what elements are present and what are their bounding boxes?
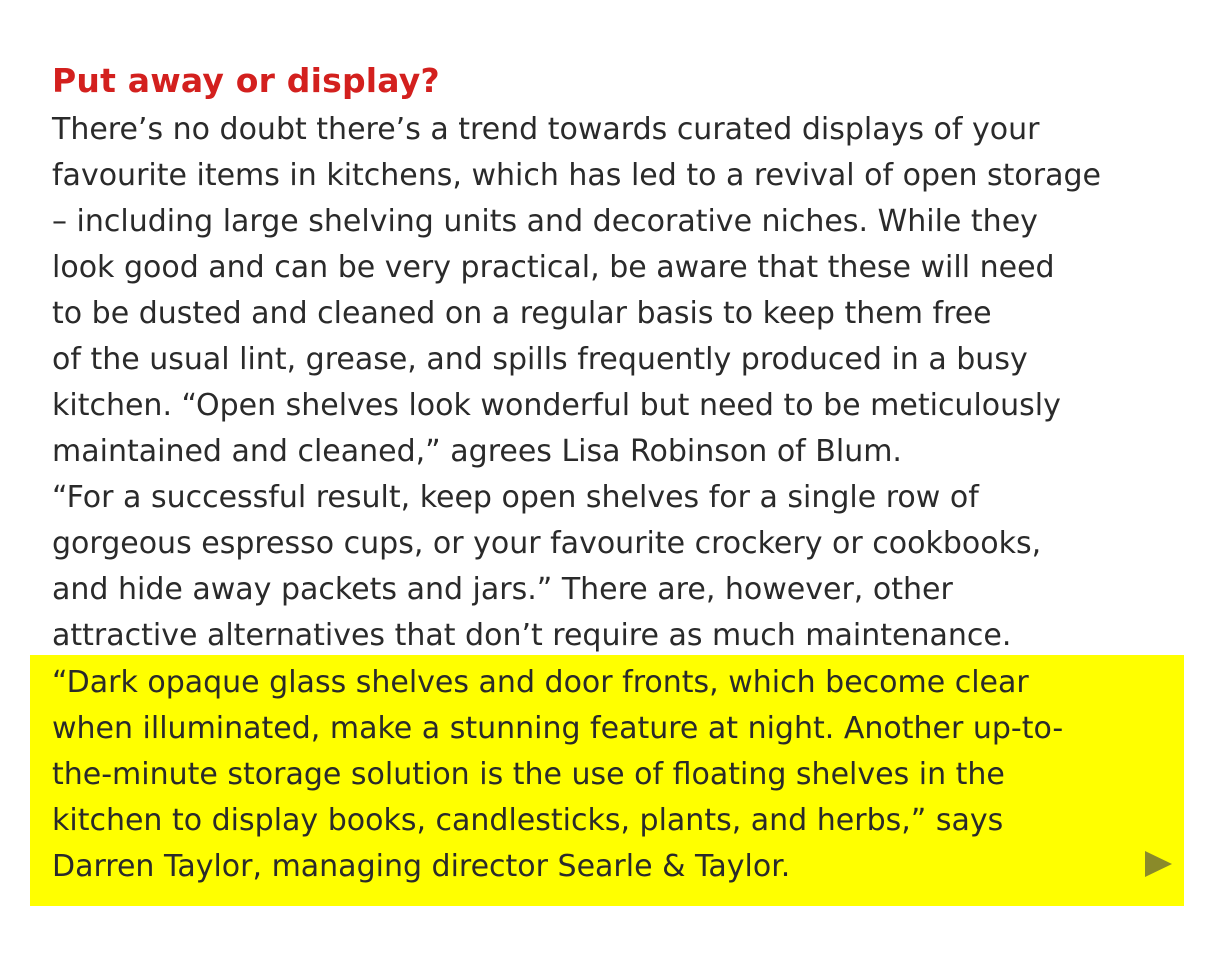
- continue-arrow-icon: [1145, 851, 1172, 877]
- body-line: and hide away packets and jars.” There are, however, other: [52, 572, 953, 607]
- highlighted-line: “Dark opaque glass shelves and door fronts, which become clear: [52, 665, 1029, 700]
- highlighted-line: kitchen to display books, candlesticks, plants, and herbs,” says: [52, 803, 1004, 838]
- article-heading: Put away or display?: [52, 61, 440, 100]
- highlighted-line: the-minute storage solution is the use of floating shelves in the: [52, 757, 1005, 792]
- body-line: attractive alternatives that don’t require as much maintenance.: [52, 618, 1012, 653]
- body-line: – including large shelving units and decorative niches. While they: [52, 204, 1038, 239]
- highlighted-line: Darren Taylor, managing director Searle & Taylor.: [52, 849, 791, 884]
- highlighted-line: when illuminated, make a stunning feature at night. Another up-to-: [52, 711, 1064, 746]
- body-line: kitchen. “Open shelves look wonderful but need to be meticulously: [52, 388, 1061, 423]
- body-line: “For a successful result, keep open shelves for a single row of: [52, 480, 979, 515]
- body-line: There’s no doubt there’s a trend towards curated displays of your: [52, 112, 1040, 147]
- body-line: to be dusted and cleaned on a regular basis to keep them free: [52, 296, 992, 331]
- body-line: look good and can be very practical, be aware that these will need: [52, 250, 1055, 285]
- body-line: maintained and cleaned,” agrees Lisa Robinson of Blum.: [52, 434, 902, 469]
- body-line: gorgeous espresso cups, or your favourite crockery or cookbooks,: [52, 526, 1042, 561]
- body-line: of the usual lint, grease, and spills frequently produced in a busy: [52, 342, 1028, 377]
- body-line: favourite items in kitchens, which has led to a revival of open storage: [52, 158, 1101, 193]
